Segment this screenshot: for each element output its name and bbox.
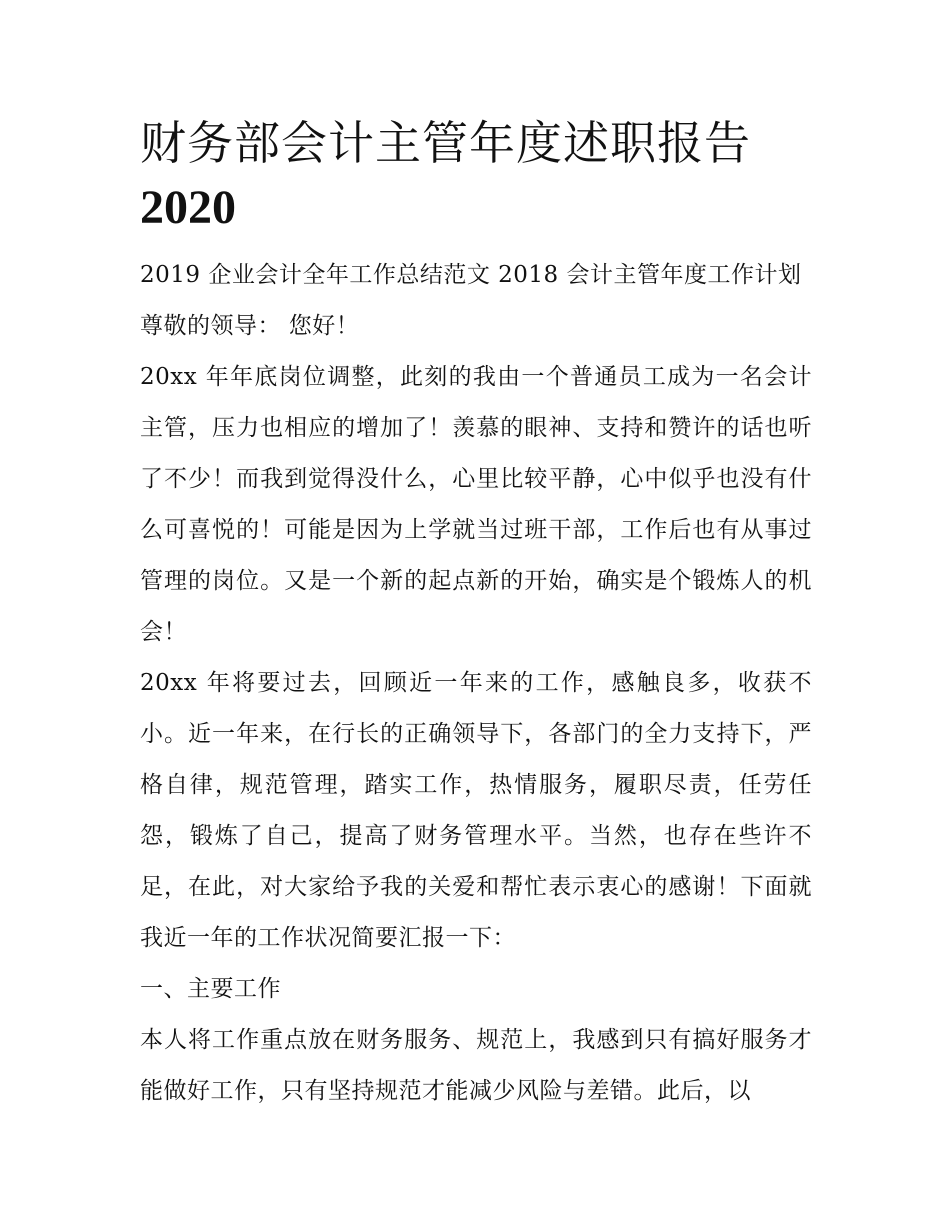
document-title [140,112,812,240]
section-heading: 一、主要工作 [140,975,281,1002]
body-paragraph-1: 20xx 年年底岗位调整，此刻的我由一个普通员工成为一名会计主管，压力也相应的增加了！羡慕的眼神、支持和赞许的话也听了不少！而我到觉得没什么，心里比较平静，心中似乎也没有什么可喜悦的！可能是因为上学就当过班干部，工作后也有从事过管理的岗位。又是一个新的起点新的开始，确实是个锻炼人的机会！ [140,363,812,645]
title-text: 财务部会计主管年度述职报告 [140,116,751,170]
document-page [140,112,812,1117]
greeting-line: 尊敬的领导： 您好！ [140,312,360,339]
title-year: 2020 [140,180,236,234]
section-paragraph: 本人将工作重点放在财务服务、规范上，我感到只有搞好服务才能做好工作，只有坚持规范才能减少风险与差错。此后，以 [140,1026,812,1104]
subtitle-line: 2019 企业会计全年工作总结范文 2018 会计主管年度工作计划 [140,261,802,288]
body-paragraph-2: 20xx 年将要过去，回顾近一年来的工作，感触良多，收获不小。近一年来，在行长的正确领导下，各部门的全力支持下，严格自律，规范管理，踏实工作，热情服务，履职尽责，任劳任怨，锻炼了自己，提高了财务管理水平。当然，也存在些许不足，在此，对大家给予我的关爱和帮忙表示衷心的感谢！下面就我近一年的工作状况简要汇报一下： [140,669,812,951]
